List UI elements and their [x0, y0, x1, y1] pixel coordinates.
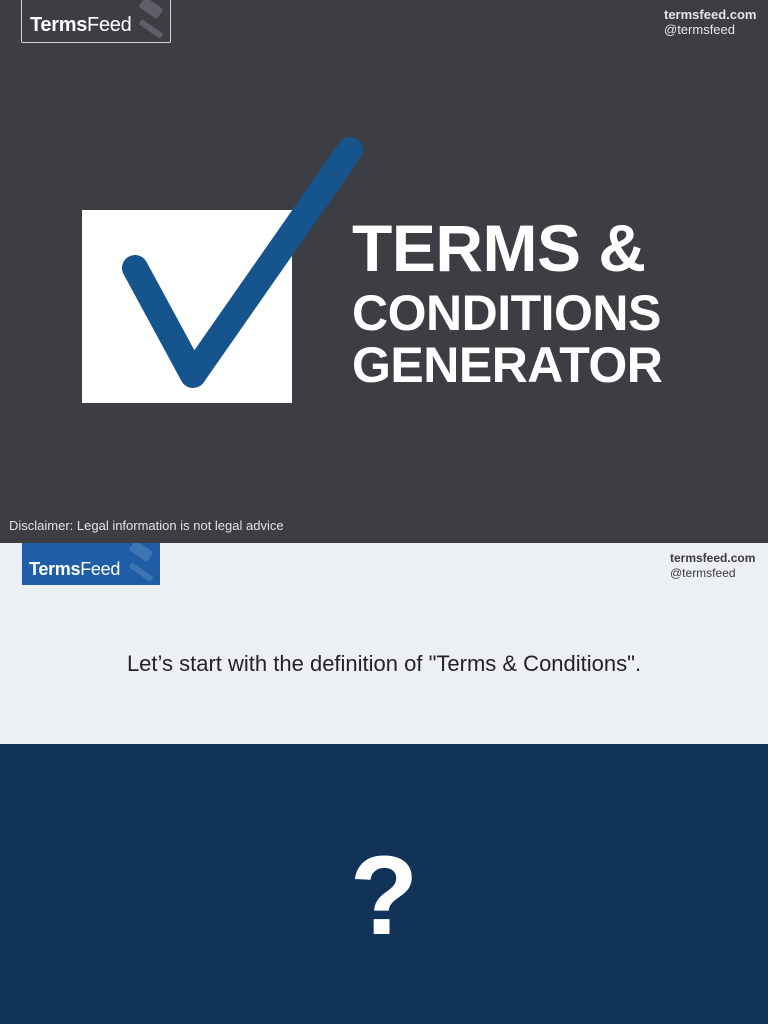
logo-text-regular: Feed	[87, 14, 132, 36]
logo-text-regular: Feed	[80, 559, 121, 579]
question-mark-icon: ?	[349, 833, 419, 958]
logo-text	[30, 14, 131, 37]
slide-question	[0, 744, 768, 1024]
disclaimer-text: Disclaimer: Legal information is not legal advice	[9, 518, 284, 533]
checkmark-icon	[80, 120, 390, 410]
social-handle	[670, 551, 755, 581]
twitter-handle: @termsfeed	[664, 22, 735, 37]
twitter-handle: @termsfeed	[670, 566, 736, 580]
definition-text: Let’s start with the definition of "Terms & Conditions".	[126, 651, 642, 676]
title-line-2: CONDITIONS	[352, 285, 661, 341]
logo-text-bold: Terms	[30, 14, 88, 36]
slide-definition	[0, 543, 768, 744]
logo-text-bold: Terms	[29, 559, 81, 579]
termsfeed-logo[interactable]	[22, 543, 160, 585]
social-handle	[664, 7, 756, 37]
logo-text	[29, 559, 120, 580]
site-url: termsfeed.com	[670, 551, 756, 565]
termsfeed-logo[interactable]	[21, 0, 171, 43]
gavel-icon	[114, 543, 160, 585]
title-line-1: TERMS &	[352, 211, 646, 285]
title-line-3: GENERATOR	[352, 337, 663, 393]
site-url: termsfeed.com	[664, 7, 757, 22]
gavel-icon	[124, 0, 171, 43]
